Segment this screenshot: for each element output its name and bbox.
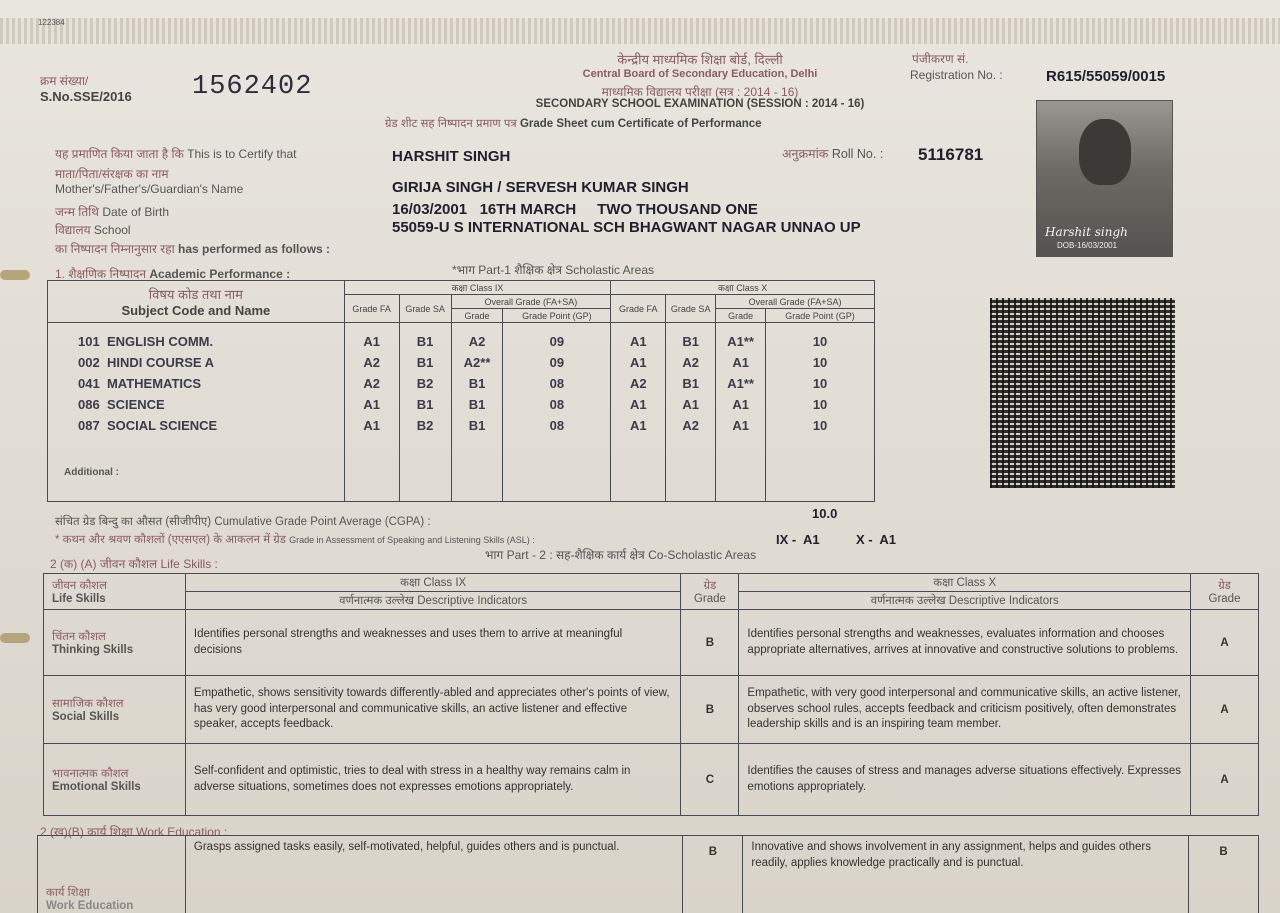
ls-class-x-header: कक्षा Class X: [739, 574, 1191, 592]
grade-cell: A1: [363, 334, 380, 349]
x-grade-sa-header: Grade SA: [666, 295, 716, 323]
ix-skill-grade: B: [681, 610, 739, 676]
x-grade-fa-header: Grade FA: [611, 295, 666, 323]
registration-label-en: Registration No. :: [910, 68, 1003, 82]
work-name-hi: कार्य शिक्षा: [46, 887, 90, 899]
subject-code: 087: [78, 418, 100, 433]
subject-code: 101: [78, 334, 100, 349]
x-work-grade: B: [1189, 836, 1259, 913]
marks-body: [48, 323, 875, 502]
performed-label: [55, 240, 330, 257]
student-photo: [1036, 100, 1173, 257]
certify-label-hi: यह प्रमाणित किया जाता है कि: [55, 147, 184, 161]
skill-name-hi: सामाजिक कौशल: [52, 698, 124, 710]
performed-label-en: has performed as follows :: [178, 242, 331, 256]
x-fa-column: [611, 323, 666, 502]
skill-name: [44, 676, 186, 744]
serial-label-en: S.No.SSE/2016: [40, 89, 132, 104]
skill-name-hi: भावनात्मक कौशल: [52, 768, 129, 780]
x-skill-grade: A: [1191, 676, 1259, 744]
subject-header: [48, 281, 345, 323]
subject-header-en: Subject Code and Name: [121, 303, 271, 318]
ls-class-ix-header: कक्षा Class IX: [185, 574, 681, 592]
subject-name: SCIENCE: [106, 397, 165, 412]
gp-cell: 10: [812, 334, 828, 349]
grade-cell: B1: [416, 334, 434, 349]
grade-cell: A2: [363, 376, 380, 391]
x-gp-header: Grade Point (GP): [766, 309, 875, 323]
grade-cell: A2: [363, 355, 380, 370]
x-work-descriptor: Innovative and shows involvement in any assignment, helps and guides others readily, applies knowledge practically and is punctual.: [743, 836, 1189, 913]
x-descriptor: Empathetic, with very good interpersonal and communicative skills, an active listener, observes school rules, accepts feedback and criticism positively, often demonstrates leadership skills and is an inspiring team member.: [739, 676, 1191, 744]
work-name: [38, 836, 186, 913]
section1-label-hi: 1. शैक्षणिक निष्पादन: [55, 267, 147, 281]
certify-label: [55, 145, 297, 162]
skill-name-hi: चिंतन कौशल: [52, 631, 106, 643]
grade-hi: ग्रेड: [703, 580, 717, 592]
photo-signature: Harshit singh: [1045, 225, 1128, 239]
grade-cell: A1**: [727, 376, 754, 391]
life-skills-label: 2 (क) (A) जीवन कौशल Life Skills :: [50, 557, 218, 571]
doc-title-en: Grade Sheet cum Certificate of Performance: [519, 118, 762, 130]
gp-cell: 09: [549, 355, 565, 370]
academic-table: [47, 280, 875, 502]
grade-hi: ग्रेड: [1218, 580, 1231, 592]
subject-row-1: [78, 331, 344, 352]
exam-en: SECONDARY SCHOOL EXAMINATION (SESSION : 2014 - 16): [535, 98, 865, 110]
ix-grade-header: Grade: [451, 309, 503, 323]
school-label: [55, 221, 131, 238]
certify-label-en: This is to Certify that: [187, 147, 297, 161]
roll-label-hi: अनुक्रमांक: [782, 147, 829, 161]
grade-cell: A1: [682, 397, 699, 412]
work-education-row: [38, 836, 1259, 913]
school-label-en: School: [93, 223, 131, 237]
ix-fa-column: [344, 323, 399, 502]
gp-cell: 10: [812, 418, 828, 433]
ix-work-descriptor: Grasps assigned tasks easily, self-motivated, helpful, guides others and is punctual.: [185, 836, 683, 913]
grade-cell: A2: [682, 418, 699, 433]
ix-descriptor: Self-confident and optimistic, tries to deal with stress in a healthy way remains calm in adverse situations, sometimes does not expresses emotions appropriately.: [185, 744, 681, 816]
grade-cell: A1: [363, 418, 380, 433]
cgpa-value: 10.0: [812, 506, 838, 521]
subject-code: 086: [78, 397, 100, 412]
registration-number: R615/55059/0015: [1046, 68, 1166, 85]
student-name: HARSHIT SINGH: [392, 148, 511, 165]
x-overall-header: Overall Grade (FA+SA): [716, 295, 875, 309]
x-descriptor: Identifies the causes of stress and manages adverse situations effectively. Expresses emotions appropriately.: [739, 744, 1191, 816]
skill-name: [44, 744, 186, 816]
ix-skill-grade: C: [681, 744, 739, 816]
gp-cell: 10: [812, 397, 828, 412]
grade-cell: A1: [732, 418, 749, 433]
gp-cell: 10: [812, 355, 828, 370]
grade-cell: A1: [363, 397, 380, 412]
serial-label-hi: क्रम संख्या/: [40, 74, 89, 88]
social-skills-row: [44, 676, 1259, 744]
life-skills-header-hi: जीवन कौशल: [52, 580, 107, 592]
grade-cell: B1: [416, 397, 434, 412]
grade-cell: A1: [732, 397, 749, 412]
asl-ix: IX - A1: [776, 532, 820, 547]
subject-row-4: [78, 394, 344, 415]
roll-label-en: Roll No. :: [831, 147, 884, 161]
work-education-table: [37, 835, 1259, 913]
roll-number: 5116781: [918, 145, 984, 164]
roll-label: [782, 145, 883, 162]
class-ix-header: कक्षा Class IX: [344, 281, 611, 295]
skill-name-en: Social Skills: [52, 711, 120, 723]
grade-cell: A2: [682, 355, 699, 370]
emotional-skills-row: [44, 744, 1259, 816]
x-grade-header: Grade: [716, 309, 766, 323]
security-band: [0, 18, 1280, 44]
grade-cell: B1: [468, 418, 486, 433]
gp-cell: 09: [549, 334, 565, 349]
skill-name-en: Emotional Skills: [52, 781, 141, 793]
section1-label-en: Academic Performance :: [149, 267, 291, 281]
qr-code: [990, 298, 1175, 488]
class-x-header: कक्षा Class X: [611, 281, 875, 295]
ls-ix-grade-header: [681, 574, 739, 610]
board-name-hi: केन्द्रीय माध्यमिक शिक्षा बोर्ड, दिल्ली: [617, 52, 783, 67]
dob-label: [55, 203, 169, 220]
subject-code: 002: [78, 355, 100, 370]
asl-label: [55, 532, 535, 547]
exam-hi: माध्यमिक विद्यालय परीक्षा (सत्र : 2014 - 16): [601, 85, 799, 99]
subject-code: 041: [78, 376, 100, 391]
ls-x-desc-header: वर्णनात्मक उल्लेख Descriptive Indicators: [739, 592, 1191, 610]
school-name: 55059-U S INTERNATIONAL SCH BHAGWANT NAGAR UNNAO UP: [392, 219, 861, 236]
photo-caption: DOB-16/03/2001: [1057, 241, 1118, 250]
life-skills-table: [43, 573, 1259, 816]
gp-cell: 08: [549, 376, 565, 391]
ls-x-grade-header: [1191, 574, 1259, 610]
grade-cell: A1**: [727, 334, 754, 349]
ix-work-grade: B: [683, 836, 743, 913]
grade-cell: A1: [629, 397, 647, 412]
grade-cell: A1: [629, 355, 647, 370]
x-descriptor: Identifies personal strengths and weaknesses, evaluates information and chooses appropriate alternatives, arrives at innovative and constructive solutions to problems.: [739, 610, 1191, 676]
guardian-name: GIRIJA SINGH / SERVESH KUMAR SINGH: [392, 179, 689, 196]
work-education-label: 2 (ख)(B) कार्य शिक्षा Work Education :: [40, 825, 228, 839]
ix-sa-column: [399, 323, 451, 502]
grade-cell: A2: [468, 334, 486, 349]
x-gp-column: [766, 323, 875, 502]
serial-number: 1562402: [192, 72, 313, 102]
grade-cell: A1: [629, 334, 647, 349]
guardian-label-hi: माता/पिता/संरक्षक का नाम: [55, 167, 169, 181]
x-skill-grade: A: [1191, 744, 1259, 816]
grade-cell: B1: [468, 376, 486, 391]
ix-gp-header: Grade Point (GP): [503, 309, 611, 323]
ix-gp-column: [503, 323, 611, 502]
subject-row-2: [78, 352, 344, 373]
subject-name: HINDI COURSE A: [106, 355, 215, 370]
subject-row-3: [78, 373, 344, 394]
life-skills-header: [44, 574, 186, 610]
thinking-skills-row: [44, 610, 1259, 676]
guardian-label-en: Mother's/Father's/Guardian's Name: [55, 182, 244, 196]
registration-label-hi: पंजीकरण सं.: [912, 52, 969, 66]
grade-en: Grade: [693, 593, 726, 605]
ls-ix-desc-header: वर्णनात्मक उल्लेख Descriptive Indicators: [185, 592, 681, 610]
performed-label-hi: का निष्पादन निम्नानुसार रहा: [55, 242, 175, 256]
grade-cell: A2**: [463, 355, 491, 370]
school-label-hi: विद्यालय: [55, 223, 91, 237]
grade-cell: B2: [416, 418, 434, 433]
subject-row-5: [78, 415, 344, 436]
grade-cell: A2: [629, 376, 647, 391]
binder-hole: [0, 270, 30, 280]
dob-label-en: Date of Birth: [102, 205, 170, 219]
additional-label: Additional :: [64, 467, 119, 478]
top-number: 122384: [38, 18, 65, 27]
subject-header-hi: विषय कोड तथा नाम: [148, 287, 243, 302]
cgpa-label: संचित ग्रेड बिन्दु का औसत (सीजीपीए) Cumulative Grade Point Average (CGPA) :: [55, 516, 431, 528]
x-grade-column: [716, 323, 766, 502]
grade-cell: B1: [682, 376, 699, 391]
doc-title-hi: ग्रेड शीट सह निष्पादन प्रमाण पत्र: [385, 118, 517, 130]
ix-descriptor: Identifies personal strengths and weaknesses and uses them to arrive at meaningful decisions: [185, 610, 681, 676]
part1-label: *भाग Part-1 शैक्षिक क्षेत्र Scholastic Areas: [452, 263, 655, 277]
ix-descriptor: Empathetic, shows sensitivity towards differently-abled and appreciates other's points of view, has very good interpersonal and communicative skills, an active listener and effective speaker, accepts feedback.: [185, 676, 681, 744]
asl-label-en: Grade in Assessment of Speaking and Listening Skills (ASL) :: [289, 535, 535, 545]
grade-cell: B1: [416, 355, 434, 370]
ix-grade-column: [451, 323, 503, 502]
ix-grade-fa-header: Grade FA: [344, 295, 399, 323]
dob-label-hi: जन्म तिथि: [55, 205, 99, 219]
ix-overall-header: Overall Grade (FA+SA): [451, 295, 611, 309]
work-name-en: Work Education: [46, 900, 134, 912]
ix-grade-sa-header: Grade SA: [399, 295, 451, 323]
grade-cell: B1: [468, 397, 486, 412]
subject-name: ENGLISH COMM.: [106, 334, 214, 349]
grade-en: Grade: [1208, 593, 1241, 605]
grade-cell: A1: [732, 355, 749, 370]
skill-name: [44, 610, 186, 676]
grade-cell: B2: [416, 376, 434, 391]
date-of-birth: 16/03/2001 16TH MARCH TWO THOUSAND ONE: [392, 201, 758, 218]
doc-title: [385, 116, 762, 131]
skill-name-en: Thinking Skills: [52, 644, 134, 656]
asl-x: X - A1: [856, 532, 896, 547]
binder-hole: [0, 633, 30, 643]
gp-cell: 08: [549, 397, 565, 412]
grade-cell: A1: [629, 418, 647, 433]
x-sa-column: [666, 323, 716, 502]
x-skill-grade: A: [1191, 610, 1259, 676]
gp-cell: 08: [549, 418, 565, 433]
subject-name: MATHEMATICS: [106, 376, 202, 391]
life-skills-header-en: Life Skills: [52, 593, 106, 605]
part2-label: भाग Part - 2 : सह-शैक्षिक कार्य क्षेत्र Co-Scholastic Areas: [485, 548, 757, 562]
photo-face: [1079, 119, 1131, 185]
gp-cell: 10: [812, 376, 828, 391]
subject-list: [48, 323, 345, 502]
grade-cell: B1: [682, 334, 699, 349]
ix-skill-grade: B: [681, 676, 739, 744]
asl-label-hi: * कथन और श्रवण कौशलों (एएसएल) के आकलन में ग्रेड: [55, 534, 286, 546]
board-name-en: Central Board of Secondary Education, Delhi: [582, 68, 818, 80]
subject-name: SOCIAL SCIENCE: [106, 418, 218, 433]
